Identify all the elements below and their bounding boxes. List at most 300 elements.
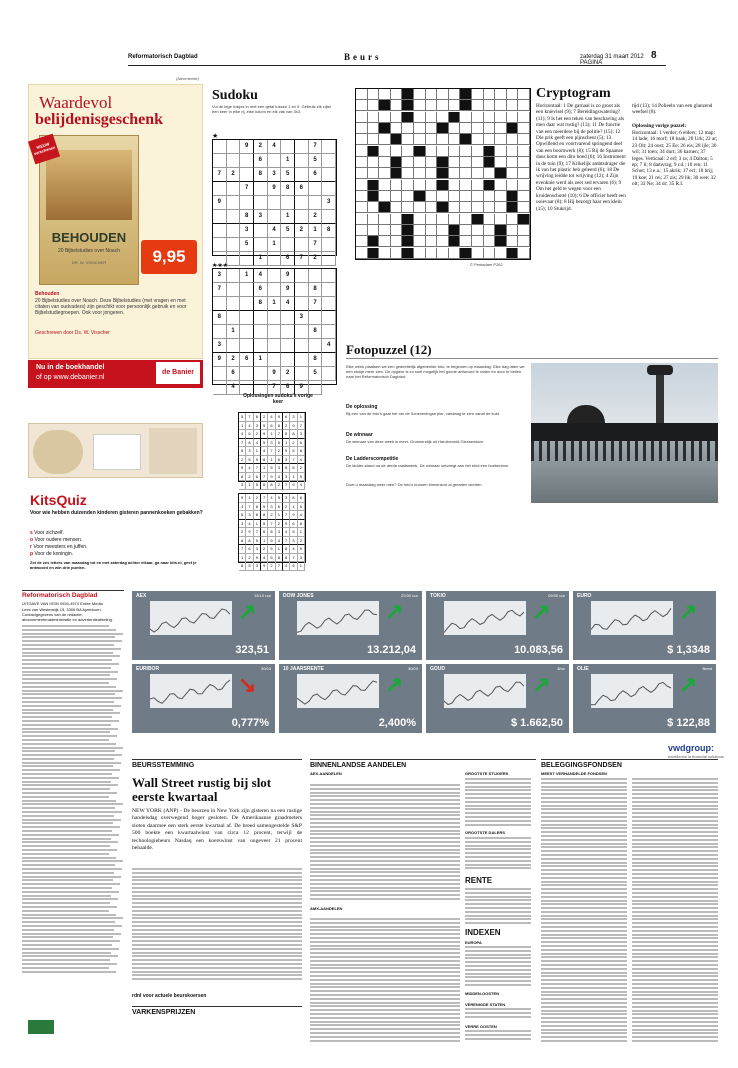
- crossword-cell[interactable]: [437, 180, 449, 191]
- sudoku-cell[interactable]: [227, 297, 241, 311]
- crossword-cell[interactable]: [460, 112, 472, 123]
- sudoku-cell[interactable]: 9: [240, 140, 254, 154]
- sudoku-cell[interactable]: [281, 311, 295, 325]
- crossword-cell[interactable]: [472, 180, 484, 191]
- crossword-cell[interactable]: [379, 123, 391, 134]
- crossword-cell[interactable]: [507, 112, 519, 123]
- sudoku-cell[interactable]: 4: [322, 339, 336, 353]
- crossword-cell[interactable]: [437, 214, 449, 225]
- sudoku-cell[interactable]: 9: [295, 381, 309, 395]
- sudoku-cell[interactable]: [322, 238, 336, 252]
- crossword-cell[interactable]: [356, 214, 368, 225]
- sudoku-cell[interactable]: [227, 238, 241, 252]
- sudoku-cell[interactable]: 4: [254, 269, 268, 283]
- sudoku-cell[interactable]: 7: [309, 297, 323, 311]
- crossword-cell[interactable]: [391, 180, 403, 191]
- sudoku-cell[interactable]: [295, 140, 309, 154]
- sudoku-cell[interactable]: 1: [268, 238, 282, 252]
- sudoku-cell[interactable]: [268, 252, 282, 266]
- crossword-cell[interactable]: [356, 180, 368, 191]
- crossword-cell[interactable]: [472, 225, 484, 236]
- crossword-cell[interactable]: [507, 123, 519, 134]
- sudoku-cell[interactable]: 1: [281, 154, 295, 168]
- sudoku-cell[interactable]: [281, 353, 295, 367]
- crossword-cell[interactable]: [391, 191, 403, 202]
- sudoku-cell[interactable]: [227, 182, 241, 196]
- crossword-cell[interactable]: [379, 236, 391, 247]
- crossword-cell[interactable]: [379, 168, 391, 179]
- sudoku-cell[interactable]: [213, 140, 227, 154]
- sudoku-cell[interactable]: 8: [254, 297, 268, 311]
- sudoku-cell[interactable]: 2: [309, 252, 323, 266]
- crossword-cell[interactable]: [437, 112, 449, 123]
- crossword-cell[interactable]: [356, 191, 368, 202]
- sudoku-cell[interactable]: [268, 339, 282, 353]
- sudoku-cell[interactable]: [295, 196, 309, 210]
- crossword-cell[interactable]: [426, 100, 438, 111]
- crossword-cell[interactable]: [437, 236, 449, 247]
- crossword-cell[interactable]: [426, 134, 438, 145]
- crossword-cell[interactable]: [518, 134, 530, 145]
- crossword-cell[interactable]: [518, 214, 530, 225]
- crossword-cell[interactable]: [379, 202, 391, 213]
- beurs-more-link[interactable]: rdnl voor actuele beurskoersen: [132, 993, 207, 999]
- crossword-cell[interactable]: [368, 202, 380, 213]
- quiz-option[interactable]: p Voor de koningin.: [30, 551, 74, 557]
- crossword-cell[interactable]: [449, 89, 461, 100]
- crossword-cell[interactable]: [391, 134, 403, 145]
- sudoku-cell[interactable]: 1: [227, 325, 241, 339]
- crossword-cell[interactable]: [414, 191, 426, 202]
- crossword-cell[interactable]: [507, 180, 519, 191]
- crossword-cell[interactable]: [495, 89, 507, 100]
- crossword-cell[interactable]: [391, 214, 403, 225]
- sudoku-cell[interactable]: [295, 238, 309, 252]
- crossword-cell[interactable]: [518, 157, 530, 168]
- sudoku-cell[interactable]: 6: [227, 367, 241, 381]
- crossword-cell[interactable]: [518, 146, 530, 157]
- sudoku-cell[interactable]: [227, 224, 241, 238]
- crossword-cell[interactable]: [414, 202, 426, 213]
- crossword-cell[interactable]: [507, 191, 519, 202]
- sudoku-cell[interactable]: 3: [240, 224, 254, 238]
- sudoku-cell[interactable]: 6: [309, 168, 323, 182]
- crossword-cell[interactable]: [368, 89, 380, 100]
- crossword-cell[interactable]: [507, 100, 519, 111]
- crossword-cell[interactable]: [402, 100, 414, 111]
- crossword-cell[interactable]: [449, 168, 461, 179]
- sudoku-cell[interactable]: 7: [240, 182, 254, 196]
- crossword-cell[interactable]: [495, 146, 507, 157]
- sudoku-cell[interactable]: 3: [268, 168, 282, 182]
- sudoku-cell[interactable]: [322, 367, 336, 381]
- sudoku-cell[interactable]: [295, 168, 309, 182]
- crossword-cell[interactable]: [426, 123, 438, 134]
- sudoku-cell[interactable]: [254, 367, 268, 381]
- crossword-cell[interactable]: [484, 89, 496, 100]
- crossword-cell[interactable]: [484, 214, 496, 225]
- crossword-cell[interactable]: [379, 248, 391, 259]
- sudoku-cell[interactable]: 6: [295, 182, 309, 196]
- sudoku-cell[interactable]: [227, 154, 241, 168]
- crossword-cell[interactable]: [518, 225, 530, 236]
- crossword-cell[interactable]: [460, 202, 472, 213]
- sudoku-cell[interactable]: 7: [309, 140, 323, 154]
- crossword-cell[interactable]: [402, 248, 414, 259]
- sudoku-cell[interactable]: 2: [227, 168, 241, 182]
- crossword-cell[interactable]: [472, 202, 484, 213]
- sudoku-cell[interactable]: 5: [309, 154, 323, 168]
- crossword-cell[interactable]: [449, 236, 461, 247]
- quiz-option[interactable]: r Voor meesters en juffen.: [30, 544, 88, 550]
- crossword-cell[interactable]: [437, 168, 449, 179]
- crossword-cell[interactable]: [495, 225, 507, 236]
- crossword-cell[interactable]: [368, 168, 380, 179]
- crossword-cell[interactable]: [414, 225, 426, 236]
- crossword-cell[interactable]: [507, 168, 519, 179]
- sudoku-cell[interactable]: [295, 325, 309, 339]
- sudoku-cell[interactable]: [213, 182, 227, 196]
- crossword-cell[interactable]: [437, 248, 449, 259]
- sudoku-cell[interactable]: [213, 210, 227, 224]
- sudoku-cell[interactable]: 7: [295, 252, 309, 266]
- crossword-cell[interactable]: [460, 248, 472, 259]
- crossword-cell[interactable]: [495, 123, 507, 134]
- crossword-cell[interactable]: [414, 157, 426, 168]
- crossword-cell[interactable]: [426, 180, 438, 191]
- crossword-cell[interactable]: [460, 236, 472, 247]
- sudoku-cell[interactable]: 2: [227, 353, 241, 367]
- crossword-cell[interactable]: [472, 168, 484, 179]
- sudoku-cell[interactable]: 9: [268, 367, 282, 381]
- sudoku-cell[interactable]: [227, 210, 241, 224]
- crossword-cell[interactable]: [426, 248, 438, 259]
- sudoku-cell[interactable]: [240, 339, 254, 353]
- crossword-cell[interactable]: [402, 157, 414, 168]
- quiz-option[interactable]: s Voor zichzelf.: [30, 530, 64, 536]
- crossword-cell[interactable]: [484, 191, 496, 202]
- crossword-cell[interactable]: [518, 180, 530, 191]
- crossword-cell[interactable]: [368, 225, 380, 236]
- sudoku-cell[interactable]: [322, 252, 336, 266]
- crossword-cell[interactable]: [437, 146, 449, 157]
- sudoku-cell[interactable]: 6: [281, 381, 295, 395]
- crossword-cell[interactable]: [356, 123, 368, 134]
- crossword-cell[interactable]: [414, 180, 426, 191]
- crossword-cell[interactable]: [460, 146, 472, 157]
- crossword-cell[interactable]: [495, 168, 507, 179]
- sudoku-cell[interactable]: 5: [309, 367, 323, 381]
- crossword-cell[interactable]: [426, 112, 438, 123]
- crossword-cell[interactable]: [460, 100, 472, 111]
- crossword-cell[interactable]: [460, 134, 472, 145]
- crossword-cell[interactable]: [518, 100, 530, 111]
- crossword-cell[interactable]: [449, 248, 461, 259]
- crossword-cell[interactable]: [460, 214, 472, 225]
- sudoku-cell[interactable]: [322, 210, 336, 224]
- crossword-cell[interactable]: [484, 248, 496, 259]
- sudoku-cell[interactable]: 8: [309, 283, 323, 297]
- crossword-cell[interactable]: [472, 157, 484, 168]
- crossword-cell[interactable]: [518, 89, 530, 100]
- crossword-cell[interactable]: [449, 100, 461, 111]
- sudoku-cell[interactable]: 2: [281, 367, 295, 381]
- sudoku-cell[interactable]: [309, 182, 323, 196]
- crossword-cell[interactable]: [472, 236, 484, 247]
- crossword-cell[interactable]: [484, 202, 496, 213]
- crossword-cell[interactable]: [368, 180, 380, 191]
- crossword-cell[interactable]: [402, 89, 414, 100]
- sudoku-grid-1[interactable]: [212, 139, 337, 261]
- crossword-cell[interactable]: [426, 202, 438, 213]
- sudoku-cell[interactable]: [268, 283, 282, 297]
- crossword-cell[interactable]: [484, 180, 496, 191]
- sudoku-cell[interactable]: [322, 297, 336, 311]
- crossword-cell[interactable]: [379, 89, 391, 100]
- crossword-cell[interactable]: [495, 100, 507, 111]
- crossword-cell[interactable]: [402, 180, 414, 191]
- crossword-cell[interactable]: [449, 225, 461, 236]
- crossword-cell[interactable]: [391, 157, 403, 168]
- sudoku-cell[interactable]: 9: [213, 353, 227, 367]
- ad-cta-bar[interactable]: [28, 360, 203, 388]
- crossword-cell[interactable]: [484, 236, 496, 247]
- crossword-cell[interactable]: [368, 100, 380, 111]
- crossword-cell[interactable]: [437, 225, 449, 236]
- sudoku-cell[interactable]: [322, 168, 336, 182]
- sudoku-cell[interactable]: [322, 154, 336, 168]
- sudoku-cell[interactable]: [254, 238, 268, 252]
- crossword-cell[interactable]: [437, 100, 449, 111]
- sudoku-cell[interactable]: [281, 196, 295, 210]
- sudoku-cell[interactable]: 1: [240, 269, 254, 283]
- crossword-cell[interactable]: [449, 214, 461, 225]
- crossword-cell[interactable]: [507, 146, 519, 157]
- crossword-cell[interactable]: [391, 123, 403, 134]
- crossword-cell[interactable]: [379, 112, 391, 123]
- sudoku-cell[interactable]: [322, 140, 336, 154]
- sudoku-cell[interactable]: [254, 339, 268, 353]
- crossword-cell[interactable]: [356, 168, 368, 179]
- crossword-cell[interactable]: [437, 191, 449, 202]
- sudoku-cell[interactable]: 5: [240, 238, 254, 252]
- sudoku-cell[interactable]: [322, 311, 336, 325]
- crossword-cell[interactable]: [495, 191, 507, 202]
- sudoku-cell[interactable]: [295, 339, 309, 353]
- sudoku-cell[interactable]: [268, 154, 282, 168]
- crossword-cell[interactable]: [495, 202, 507, 213]
- crossword-cell[interactable]: [507, 236, 519, 247]
- crossword-cell[interactable]: [484, 112, 496, 123]
- sudoku-cell[interactable]: 8: [240, 210, 254, 224]
- crossword-cell[interactable]: [402, 202, 414, 213]
- sudoku-cell[interactable]: 2: [309, 210, 323, 224]
- sudoku-cell[interactable]: 9: [213, 196, 227, 210]
- crossword-cell[interactable]: [507, 202, 519, 213]
- crossword-cell[interactable]: [426, 89, 438, 100]
- sudoku-cell[interactable]: 9: [281, 283, 295, 297]
- crossword-cell[interactable]: [472, 123, 484, 134]
- crossword-cell[interactable]: [379, 134, 391, 145]
- crossword-cell[interactable]: [402, 225, 414, 236]
- crossword-cell[interactable]: [472, 112, 484, 123]
- sudoku-cell[interactable]: [213, 154, 227, 168]
- crossword-cell[interactable]: [402, 112, 414, 123]
- sudoku-cell[interactable]: 8: [281, 182, 295, 196]
- crossword-cell[interactable]: [507, 214, 519, 225]
- sudoku-cell[interactable]: 8: [322, 224, 336, 238]
- sudoku-cell[interactable]: 6: [254, 154, 268, 168]
- sudoku-cell[interactable]: 4: [227, 381, 241, 395]
- crossword-cell[interactable]: [356, 157, 368, 168]
- crossword-cell[interactable]: [414, 134, 426, 145]
- crossword-cell[interactable]: [437, 123, 449, 134]
- crossword-cell[interactable]: [495, 236, 507, 247]
- crossword-cell[interactable]: [414, 248, 426, 259]
- crossword-cell[interactable]: [507, 248, 519, 259]
- crossword-cell[interactable]: [379, 157, 391, 168]
- crossword-cell[interactable]: [379, 225, 391, 236]
- sudoku-cell[interactable]: 9: [268, 182, 282, 196]
- sudoku-cell[interactable]: [213, 224, 227, 238]
- sudoku-cell[interactable]: [254, 182, 268, 196]
- sudoku-cell[interactable]: [295, 297, 309, 311]
- sudoku-cell[interactable]: 9: [281, 269, 295, 283]
- crossword-cell[interactable]: [356, 202, 368, 213]
- crossword-cell[interactable]: [472, 248, 484, 259]
- sudoku-cell[interactable]: [213, 297, 227, 311]
- crossword-cell[interactable]: [368, 248, 380, 259]
- sudoku-cell[interactable]: [227, 311, 241, 325]
- crossword-cell[interactable]: [379, 180, 391, 191]
- crossword-cell[interactable]: [472, 146, 484, 157]
- crossword-cell[interactable]: [449, 157, 461, 168]
- sudoku-cell[interactable]: [281, 140, 295, 154]
- crossword-cell[interactable]: [507, 225, 519, 236]
- sudoku-cell[interactable]: 3: [295, 311, 309, 325]
- sudoku-cell[interactable]: [227, 339, 241, 353]
- sudoku-cell[interactable]: 7: [268, 381, 282, 395]
- sudoku-cell[interactable]: [254, 325, 268, 339]
- crossword-cell[interactable]: [507, 89, 519, 100]
- sudoku-cell[interactable]: [227, 140, 241, 154]
- sudoku-cell[interactable]: 1: [254, 353, 268, 367]
- sudoku-cell[interactable]: 8: [213, 311, 227, 325]
- crossword-cell[interactable]: [518, 191, 530, 202]
- crossword-cell[interactable]: [507, 157, 519, 168]
- crossword-cell[interactable]: [460, 180, 472, 191]
- crossword-cell[interactable]: [356, 225, 368, 236]
- crossword-cell[interactable]: [495, 248, 507, 259]
- crossword-cell[interactable]: [495, 134, 507, 145]
- sudoku-cell[interactable]: [268, 269, 282, 283]
- crossword-cell[interactable]: [391, 89, 403, 100]
- crossword-cell[interactable]: [402, 236, 414, 247]
- sudoku-cell[interactable]: 6: [281, 252, 295, 266]
- crossword-cell[interactable]: [368, 214, 380, 225]
- crossword-cell[interactable]: [495, 157, 507, 168]
- crossword-cell[interactable]: [356, 248, 368, 259]
- crossword-cell[interactable]: [391, 168, 403, 179]
- crossword-cell[interactable]: [484, 225, 496, 236]
- sudoku-cell[interactable]: [322, 269, 336, 283]
- crossword-cell[interactable]: [414, 123, 426, 134]
- crossword-cell[interactable]: [472, 191, 484, 202]
- crossword-cell[interactable]: [495, 214, 507, 225]
- crossword-cell[interactable]: [356, 146, 368, 157]
- crossword-cell[interactable]: [414, 214, 426, 225]
- sudoku-cell[interactable]: [268, 196, 282, 210]
- crossword-cell[interactable]: [391, 225, 403, 236]
- sudoku-cell[interactable]: [295, 154, 309, 168]
- sudoku-cell[interactable]: 8: [309, 353, 323, 367]
- crossword-cell[interactable]: [507, 134, 519, 145]
- crossword-cell[interactable]: [484, 123, 496, 134]
- crossword-cell[interactable]: [449, 112, 461, 123]
- sudoku-cell[interactable]: [254, 224, 268, 238]
- crossword-cell[interactable]: [484, 157, 496, 168]
- crossword-grid[interactable]: [355, 88, 531, 260]
- crossword-cell[interactable]: [426, 236, 438, 247]
- sudoku-cell[interactable]: [227, 196, 241, 210]
- crossword-cell[interactable]: [437, 89, 449, 100]
- sudoku-cell[interactable]: [254, 311, 268, 325]
- ad-cta-2[interactable]: of op www.debanier.nl: [36, 374, 105, 381]
- crossword-cell[interactable]: [518, 236, 530, 247]
- sudoku-cell[interactable]: 3: [254, 210, 268, 224]
- crossword-cell[interactable]: [402, 214, 414, 225]
- crossword-cell[interactable]: [460, 89, 472, 100]
- sudoku-cell[interactable]: 8: [309, 325, 323, 339]
- sudoku-cell[interactable]: [295, 210, 309, 224]
- sudoku-cell[interactable]: 2: [295, 224, 309, 238]
- sudoku-cell[interactable]: [309, 339, 323, 353]
- sudoku-cell[interactable]: 3: [322, 196, 336, 210]
- crossword-cell[interactable]: [379, 146, 391, 157]
- sudoku-cell[interactable]: 1: [268, 297, 282, 311]
- crossword-cell[interactable]: [368, 236, 380, 247]
- crossword-cell[interactable]: [379, 100, 391, 111]
- crossword-cell[interactable]: [484, 168, 496, 179]
- crossword-cell[interactable]: [449, 180, 461, 191]
- sudoku-cell[interactable]: [281, 238, 295, 252]
- sudoku-cell[interactable]: [213, 238, 227, 252]
- crossword-cell[interactable]: [437, 202, 449, 213]
- crossword-cell[interactable]: [495, 180, 507, 191]
- sudoku-cell[interactable]: 6: [254, 283, 268, 297]
- crossword-cell[interactable]: [495, 112, 507, 123]
- sudoku-cell[interactable]: [213, 325, 227, 339]
- sudoku-cell[interactable]: 5: [281, 224, 295, 238]
- crossword-cell[interactable]: [518, 112, 530, 123]
- sudoku-cell[interactable]: [322, 283, 336, 297]
- sudoku-cell[interactable]: [213, 381, 227, 395]
- sudoku-cell[interactable]: [240, 283, 254, 297]
- sudoku-cell[interactable]: 4: [268, 224, 282, 238]
- sudoku-cell[interactable]: [309, 196, 323, 210]
- sudoku-cell[interactable]: [281, 339, 295, 353]
- crossword-cell[interactable]: [460, 157, 472, 168]
- advertisement[interactable]: [28, 84, 203, 359]
- crossword-cell[interactable]: [460, 168, 472, 179]
- crossword-cell[interactable]: [402, 134, 414, 145]
- sudoku-cell[interactable]: [240, 297, 254, 311]
- crossword-cell[interactable]: [379, 214, 391, 225]
- crossword-cell[interactable]: [449, 202, 461, 213]
- sudoku-cell[interactable]: [268, 311, 282, 325]
- sudoku-cell[interactable]: [322, 353, 336, 367]
- crossword-cell[interactable]: [414, 89, 426, 100]
